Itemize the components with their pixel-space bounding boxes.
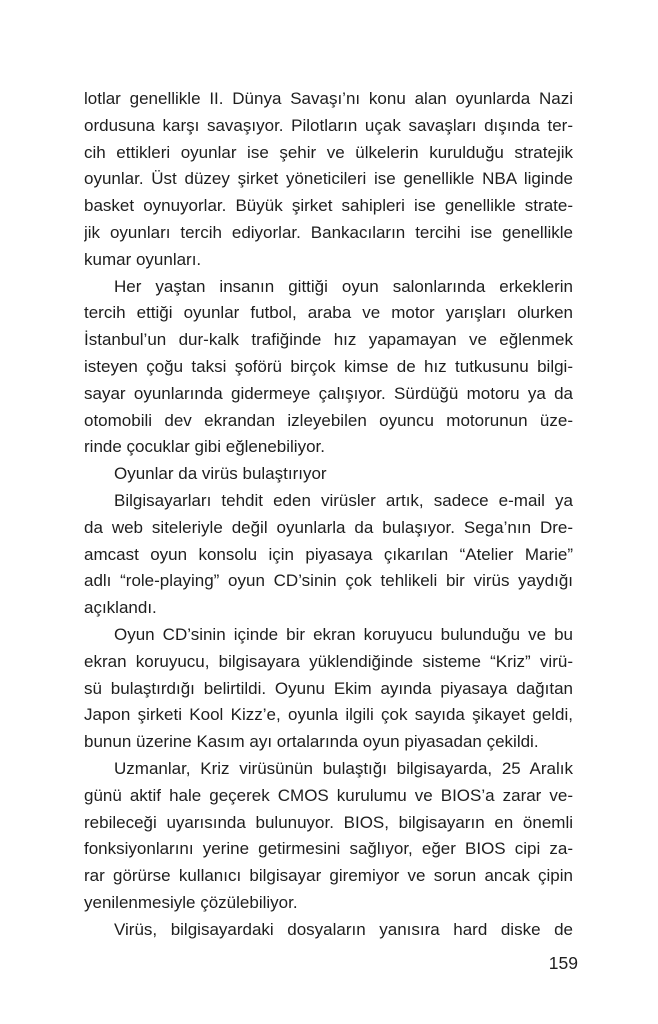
text-line: da web siteleriyle değil oyunlarla da bulaşıyor. Sega’nın Dre- — [84, 517, 573, 537]
text-line: yenilenmesiyle çözülebiliyor. — [84, 892, 298, 912]
text-line: basket oynuyorlar. Büyük şirket sahipleri ise genellikle strate- — [84, 196, 573, 216]
text-line: İstanbul’un dur-kalk trafiğinde hız yapamayan ve eğlenmek — [84, 330, 573, 350]
text-line: Uzmanlar, Kriz virüsünün bulaştığı bilgisayarda, 25 Aralık — [114, 758, 573, 778]
text-line: Oyunlar da virüs bulaştırıyor — [114, 464, 327, 484]
text-line: sayar oyunlarında gidermeye çalışıyor. Sürdüğü motoru ya da — [84, 383, 573, 403]
text-line: isteyen çoğu taksi şoförü birçok kimse de hız tutkusunu bilgi- — [84, 356, 573, 376]
text-line: adlı “role-playing” oyun CD’sinin çok tehlikeli bir virüs yaydığı — [84, 571, 573, 591]
text-line: Bilgisayarları tehdit eden virüsler artık, sadece e-mail ya — [114, 490, 573, 510]
text-line: Virüs, bilgisayardaki dosyaların yanısıra hard diske de — [114, 919, 573, 939]
text-line: Oyun CD’sinin içinde bir ekran koruyucu bulunduğu ve bu — [114, 624, 573, 644]
text-line: tercih ettiği oyunlar futbol, araba ve motor yarışları olurken — [84, 303, 573, 323]
text-line: Japon şirketi Kool Kizz’e, oyunla ilgili çok sayıda şikayet geldi, — [84, 705, 573, 725]
text-line: sü bulaştırdığı belirtildi. Oyunu Ekim ayında piyasaya dağıtan — [84, 678, 573, 698]
text-line: lotlar genellikle II. Dünya Savaşı’nı konu alan oyunlarda Nazi — [84, 89, 573, 108]
text-line: ekran koruyucu, bilgisayara yüklendiğinde sisteme “Kriz” virü- — [84, 651, 573, 671]
text-line: amcast oyun konsolu için piyasaya çıkarılan “Atelier Marie” — [84, 544, 573, 564]
text-line: kumar oyunları. — [84, 249, 202, 269]
text-line: jik oyunları tercih ediyorlar. Bankacıların tercihi ise genellikle — [84, 222, 573, 242]
text-line: fonksiyonlarını yerine getirmesini sağlıyor, eğer BIOS cipi za- — [84, 839, 573, 859]
text-line: bunun üzerine Kasım ayı ortalarında oyun piyasadan çekildi. — [84, 732, 539, 752]
text-line: rebileceği uyarısında bulunuyor. BIOS, bilgisayarın en önemli — [84, 812, 573, 832]
text-line: otomobili dev ekrandan izleyebilen oyuncu motorunun üze- — [84, 410, 573, 430]
text-line: oyunlar. Üst düzey şirket yöneticileri ise genellikle NBA liginde — [84, 169, 573, 189]
text-line: cih ettikleri oyunlar ise şehir ve ülkelerin kurulduğu stratejik — [84, 142, 573, 162]
text-line: Her yaştan insanın gittiği oyun salonlarında erkeklerin — [114, 276, 573, 296]
text-line: günü aktif hale geçerek CMOS kurulumu ve BIOS’a zarar ve- — [84, 785, 573, 805]
page-number: 159 — [548, 953, 578, 973]
text-line: rar görürse kullanıcı bilgisayar giremiyor ve sorun ancak çipin — [84, 866, 573, 886]
text-line: rinde çocuklar gibi eğlenebiliyor. — [84, 437, 325, 457]
body-text — [84, 86, 573, 944]
text-line: açıklandı. — [84, 598, 157, 618]
text-line: ordusuna karşı savaşıyor. Pilotların uçak savaşları dışında ter- — [84, 115, 573, 135]
